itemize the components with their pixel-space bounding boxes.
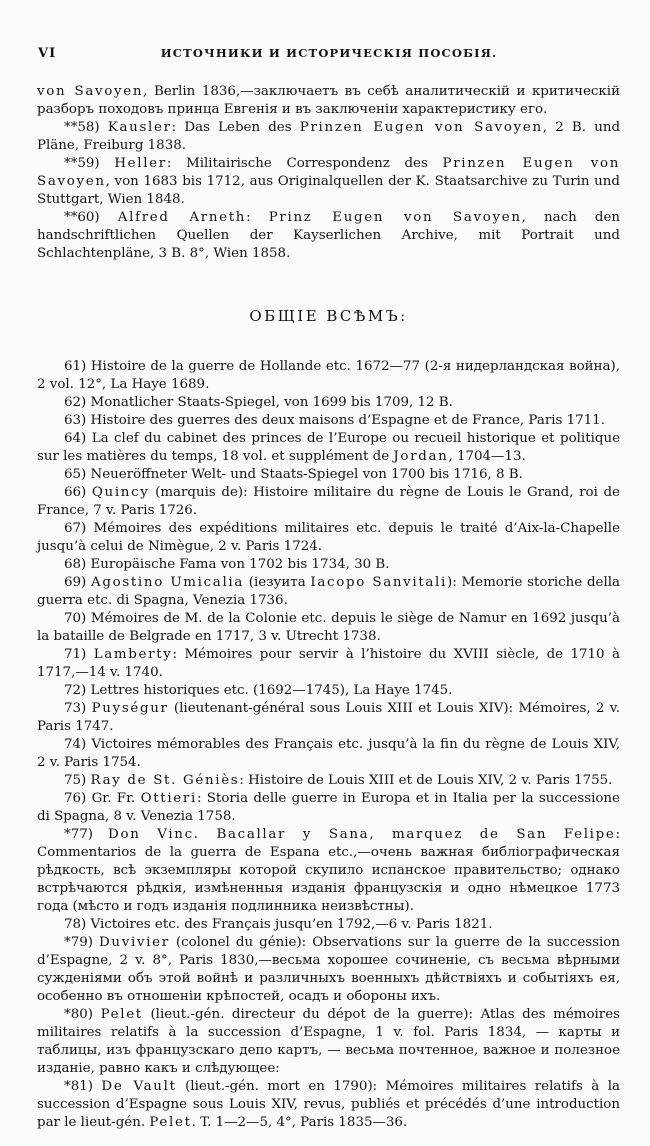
bibliography-entry — [37, 646, 620, 682]
proper-name: Agostino Umicalia — [91, 575, 245, 590]
general-section — [37, 358, 620, 1132]
bibliography-entry — [37, 1006, 620, 1078]
bibliography-entry — [37, 556, 620, 574]
entry-text: : Storia delle guerre in Europa et in Italia per la successione di Spagna, 8 v. Venezia 1758. — [37, 791, 620, 824]
bibliography-entry — [37, 358, 620, 394]
entry-text: : Militairische Correspondenz des — [166, 156, 443, 171]
proper-name: Lamberty — [93, 647, 173, 662]
proper-name: Heller — [114, 156, 167, 171]
bibliography-entry — [37, 83, 620, 119]
entry-text: 73) — [64, 701, 92, 716]
bibliography-entry — [37, 119, 620, 155]
proper-name: Prinzen Eugen von Savoyen — [37, 156, 620, 189]
bibliography-entry — [37, 1078, 620, 1132]
bibliography-entry — [37, 916, 620, 934]
entry-text: **58) — [64, 120, 108, 135]
entry-text: **60) — [64, 210, 118, 225]
entry-text: 61) Histoire de la guerre de Hollande etc. 1672—77 (2-я нидерландская война), 2 vol. 12°, La Haye 1689. — [37, 359, 620, 392]
entry-text: 71) — [64, 647, 94, 662]
proper-name: Prinz Eugen von Savoyen — [268, 210, 522, 225]
proper-name: De Vault — [101, 1079, 177, 1094]
entry-text: , nach den handschriftlichen Quellen der Kayserlichen Archive, mit Portrait und Schlachtenpläne, 3 B. 8°, Wien 1858. — [37, 210, 621, 261]
bibliography-entry — [37, 412, 620, 430]
entry-text: *79) — [64, 935, 100, 950]
proper-name: Kausler — [107, 120, 172, 135]
bibliography-entry — [37, 682, 620, 700]
entry-text: *80) — [64, 1007, 101, 1022]
proper-name: Pelet — [100, 1007, 143, 1022]
entry-text: 66) — [64, 485, 92, 500]
bibliography-entry — [37, 934, 620, 1006]
bibliography-entry — [37, 772, 620, 790]
entry-text: : Mémoires pour servir à l’histoire du XVIII siècle, de 1710 à 1717,—14 v. 1740. — [37, 647, 620, 680]
entry-text: 78) Victoires etc. des Français jusqu’en 1792,—6 v. Paris 1821. — [64, 917, 493, 932]
entry-text: 74) Victoires mémorables des Français etc. jusqu’à la fin du règne de Louis XIV, 2 v. Paris 1754. — [37, 737, 620, 770]
bibliography-entry — [37, 610, 620, 646]
proper-name: Duvivier — [99, 935, 170, 950]
bibliography-entry — [37, 155, 620, 209]
proper-name: Don Vinc. Bacallar y Sana, marquez de San Felipe — [108, 827, 616, 842]
entry-text: . T. 1—2—5, 4°, Paris 1835—36. — [191, 1115, 408, 1130]
entry-text: , 1704—13. — [448, 449, 526, 464]
entry-text: 67) Mémoires des expéditions militaires etc. depuis le traité d’Aix-la-Chapelle jusqu’à celui de Nimègue, 2 v. Paris 1724. — [37, 521, 620, 554]
bibliography-entry — [37, 466, 620, 484]
entry-text: : Commentarios de la guerra de Espana etc.,—очень важная библіографическая рѣдкость, всѣ экземпляры которой скупило испанское правительство; однако встрѣчаются рѣдкія, измѣненныя изданія французскія и одно нѣмецкое 1773 года (мѣсто и годъ изданія подлинника неизвѣстны). — [37, 827, 620, 914]
proper-name: Quincy — [91, 485, 150, 500]
entry-text: **59) — [64, 156, 115, 171]
front-section — [37, 83, 620, 263]
entry-text: (іезуита — [244, 575, 311, 590]
bibliography-entry — [37, 790, 620, 826]
proper-name: Ottieri — [140, 791, 197, 806]
bibliography-entry — [37, 209, 620, 263]
proper-name: Jordan — [393, 449, 449, 464]
bibliography-entry — [37, 574, 620, 610]
entry-text: *77) — [64, 827, 109, 842]
entry-text: *81) — [64, 1079, 102, 1094]
bibliography-entry — [37, 826, 620, 916]
proper-name: Ray de St. Géniès — [90, 773, 240, 788]
entry-text: (lieutenant-général sous Louis XIII et Louis XIV): Mémoires, 2 v. Paris 1747. — [37, 701, 620, 734]
proper-name: Puységur — [91, 701, 169, 716]
entry-text: ): Memorie storiche della guerra etc. di Spagna, Venezia 1736. — [37, 575, 620, 608]
entry-text: 76) Gr. Fr. — [64, 791, 141, 806]
entry-text: (colonel du génie): Observations sur la guerre de la succession d’Espagne, 2 v. 8°, Paris 1830,—весьма хорошее сочиненіе, съ весьма вѣрными сужденіями объ этой войнѣ и различныхъ военныхъ дѣйствіяхъ и событіяхъ ея, особенно въ отношеніи крѣпостей, осадъ и обороны ихъ. — [37, 935, 620, 1004]
bibliography-entry — [37, 430, 620, 466]
proper-name: Alfred Arneth — [117, 210, 247, 225]
entry-text: : — [246, 210, 269, 225]
running-title: ИСТОЧНИКИ И ИСТОРИЧЕСКІЯ ПОСОБІЯ. — [160, 46, 498, 60]
entry-text: : Das Leben des — [171, 120, 300, 135]
running-header — [38, 46, 620, 61]
entry-text: 65) Neueröffneter Welt- und Staats-Spiegel von 1700 bis 1716, 8 B. — [64, 467, 523, 482]
entry-text: 64) La clef du cabinet des princes de l’Europe ou recueil historique et politique sur les matières du temps, 18 vol. et supplément de — [37, 431, 620, 464]
entry-text: (lieut.-gén. directeur du dépot de la guerre): Atlas des mémoires militaires relatifs à la succession d’Espagne, 1 v. fol. Paris 1834, — карты и таблицы, изъ французскаго депо картъ, — весьма почтенное, важное и полезное изданіе, равно какъ и слѣдующее: — [37, 1007, 620, 1076]
entry-text: (lieut.-gén. mort en 1790): Mémoires militaires relatifs à la succession d’Espagne sous Louis XIV, revus, publiés et précédés d’une introduction par le lieut-gén. — [37, 1079, 620, 1130]
proper-name: von Savoyen — [37, 84, 144, 99]
entry-text: : Histoire de Louis XIII et de Louis XIV, 2 v. Paris 1755. — [239, 773, 613, 788]
page-number: VI — [38, 46, 57, 61]
entry-text: , von 1683 bis 1712, aus Originalquellen der K. Staatsarchive zu Turin und Stuttgart, Wien 1848. — [37, 174, 620, 207]
bibliography-entry — [37, 700, 620, 736]
proper-name: Iacopo Sanvitali — [310, 575, 447, 590]
entry-text: 72) Lettres historiques etc. (1692—1745), La Haye 1745. — [64, 683, 453, 698]
bibliography-entry — [37, 484, 620, 520]
entry-text: 75) — [64, 773, 91, 788]
bibliography-entry — [37, 736, 620, 772]
entry-text: 70) Mémoires de M. de la Colonie etc. depuis le siège de Namur en 1692 jusqu’à la bataille de Belgrade en 1717, 3 v. Utrecht 1738. — [37, 611, 620, 644]
proper-name: Prinzen Eugen von Savoyen — [299, 120, 543, 135]
entry-text: 68) Europäische Fama von 1702 bis 1734, 30 B. — [64, 557, 390, 572]
entry-text: 69) — [64, 575, 91, 590]
entry-text: (marquis de): Histoire militaire du règne de Louis le Grand, roi de France, 7 v. Paris 1726. — [37, 485, 620, 518]
entry-text: , 2 B. und Pläne, Freiburg 1838. — [37, 120, 621, 153]
section-heading: ОБЩІЕ ВСѢМЪ: — [249, 307, 408, 325]
bibliography-entry — [37, 520, 620, 556]
bibliography-entry — [37, 394, 620, 412]
entry-text: 63) Histoire des guerres des deux maisons d’Espagne et de France, Paris 1711. — [64, 413, 605, 428]
entry-text: 62) Monatlicher Staats-Spiegel, von 1699 bis 1709, 12 B. — [64, 395, 453, 410]
page-body — [37, 83, 620, 1132]
proper-name: Pelet — [149, 1115, 192, 1130]
entry-text: , Berlin 1836,—заключаетъ въ себѣ аналитическій и критическій разборъ походовъ принца Евгенія и въ заключеніи характеристику его. — [37, 84, 620, 117]
